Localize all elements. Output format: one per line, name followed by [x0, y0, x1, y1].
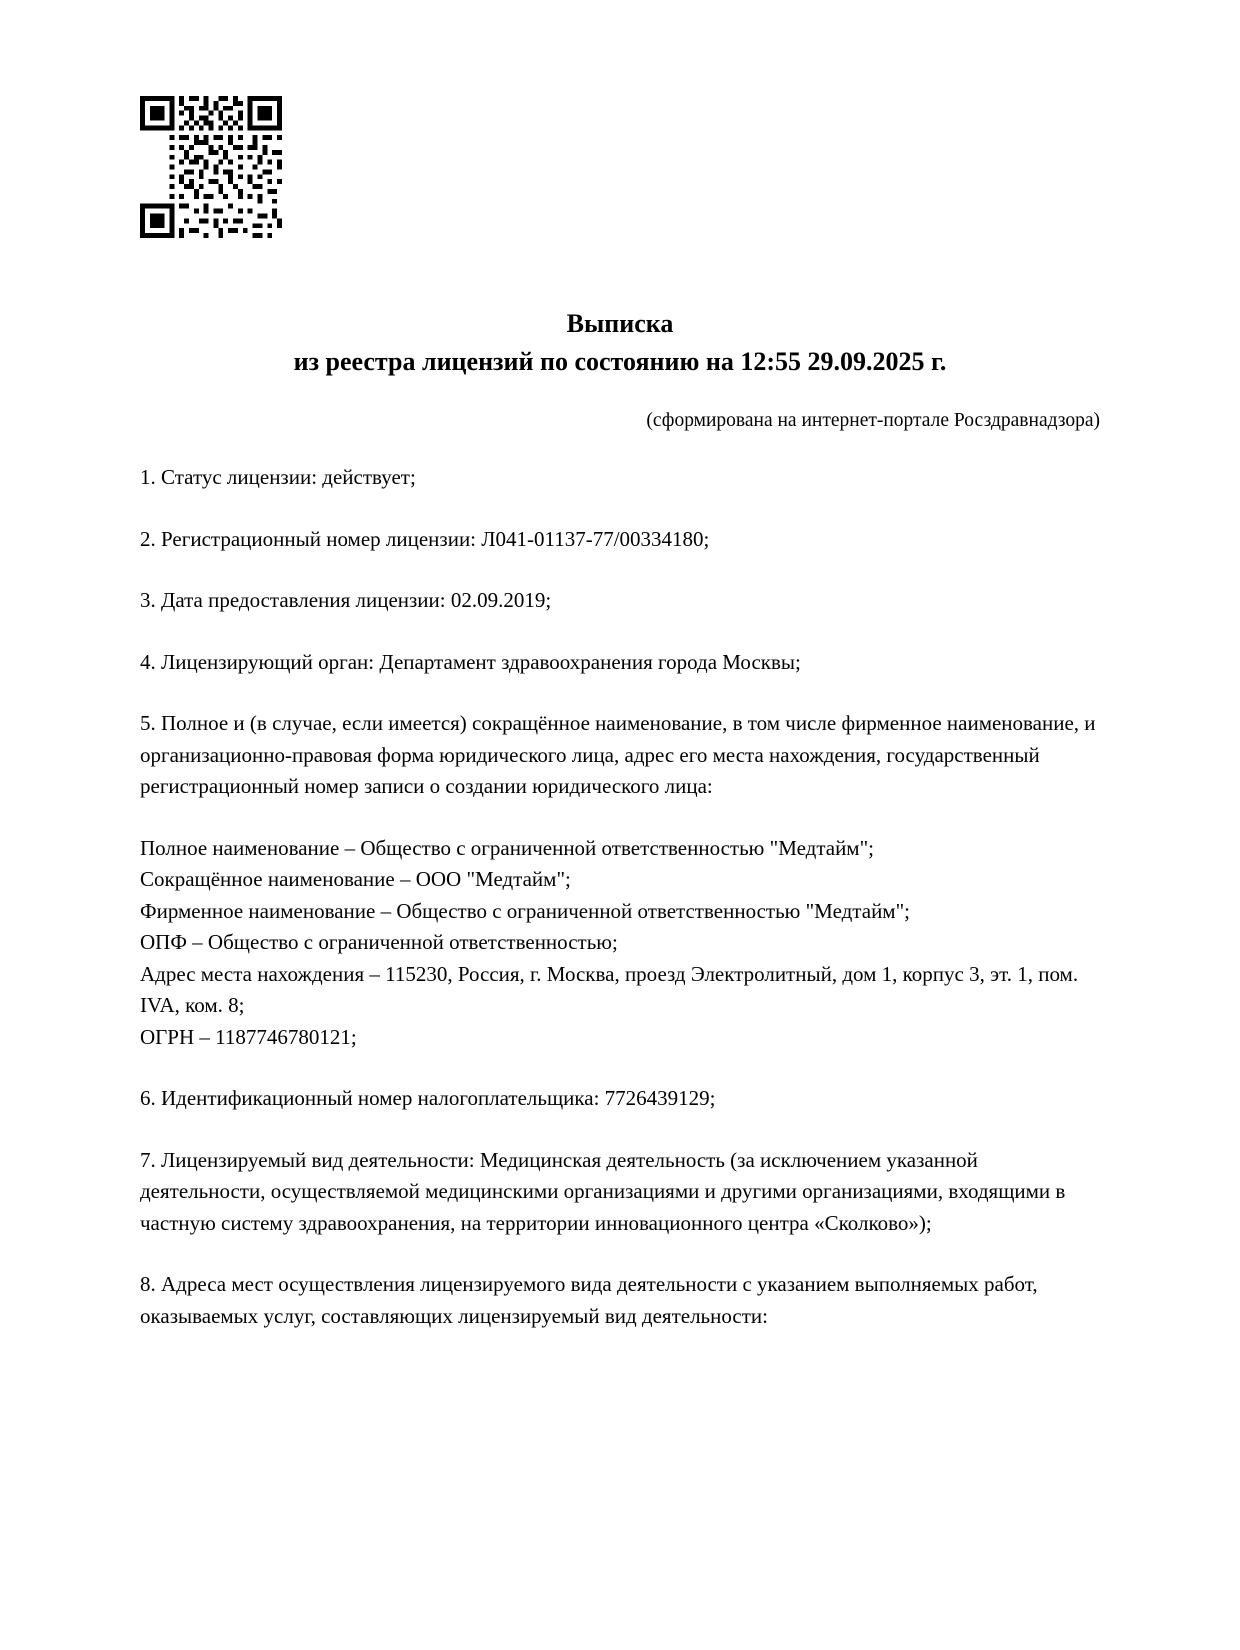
item-inn: 6. Идентификационный номер налогоплательщика: 7726439129; — [140, 1086, 716, 1111]
entity-ogrn: ОГРН – 1187746780121; — [140, 1024, 357, 1049]
item-issue-date: 3. Дата предоставления лицензии: 02.09.2019; — [140, 588, 552, 613]
page-title — [140, 305, 1100, 380]
document-body — [140, 305, 1100, 1332]
item-registration-number: 2. Регистрационный номер лицензии: Л041-01137-77/00334180; — [140, 526, 710, 551]
item-licensing-authority: 4. Лицензирующий орган: Департамент здравоохранения города Москвы; — [140, 649, 801, 674]
item-activity-addresses-heading: 8. Адреса мест осуществления лицензируемого вида деятельности с указанием выполняемых работ, оказываемых услуг, составляющих лицензируемый вид деятельности: — [140, 1272, 1038, 1328]
qr-code-svg — [140, 96, 282, 238]
item-status: 1. Статус лицензии: действует; — [140, 465, 416, 490]
entity-full-name: Полное наименование – Общество с ограниченной ответственностью "Медтайм"; — [140, 835, 875, 860]
title-line-1: Выписка — [566, 309, 674, 338]
item-licensed-activity: 7. Лицензируемый вид деятельности: Медицинская деятельность (за исключением указанной деятельности, осуществляемой медицинскими организациями и другими организациями, входящими в частную систему здравоохранения, на территории инновационного центра «Сколково»); — [140, 1147, 1066, 1235]
qr-code-icon — [140, 96, 282, 238]
title-line-2: из реестра лицензий по состоянию на 12:55 29.09.2025 г. — [293, 346, 947, 376]
entity-legal-form: ОПФ – Общество с ограниченной ответственностью; — [140, 930, 618, 955]
entity-address: Адрес места нахождения – 115230, Россия, г. Москва, проезд Электролитный, дом 1, корпус 3, эт. 1, пом. IVA, ком. 8; — [140, 961, 1079, 1018]
entity-brand-name: Фирменное наименование – Общество с ограниченной ответственностью "Медтайм"; — [140, 898, 910, 923]
entity-details-block — [140, 833, 1100, 1054]
item-entity-names-heading: 5. Полное и (в случае, если имеется) сокращённое наименование, в том числе фирменное наименование, и организационно-правовая форма юридического лица, адрес его места нахождения, государственный регистрационный номер записи о создании юридического лица: — [140, 711, 1096, 799]
entity-short-name: Сокращённое наименование – ООО "Медтайм"; — [140, 867, 571, 892]
document-subtitle: (сформирована на интернет-портале Росздравнадзора) — [646, 410, 1100, 432]
